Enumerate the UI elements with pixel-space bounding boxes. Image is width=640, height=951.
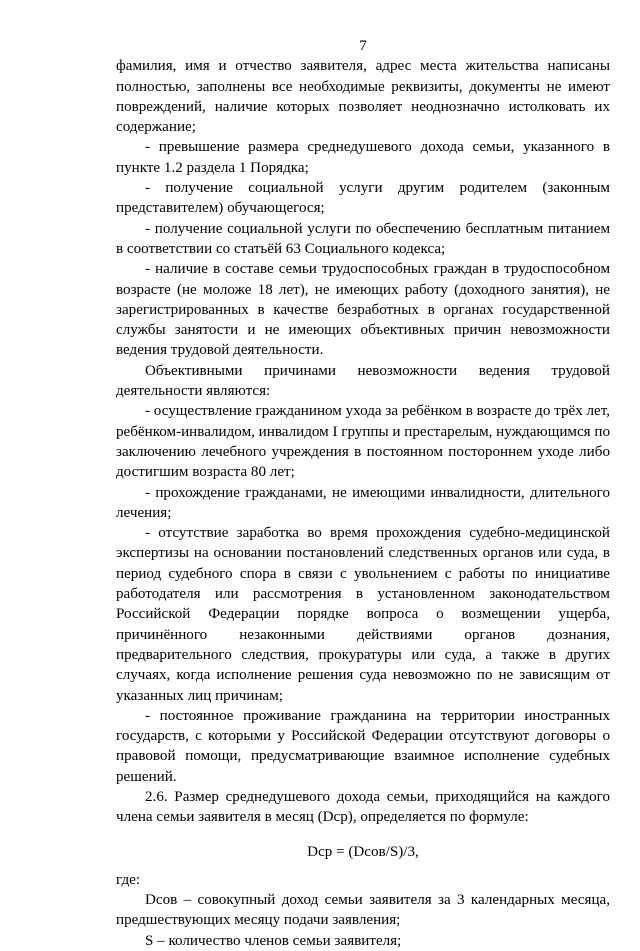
formula: Dср = (Dсов/S)/3, xyxy=(307,843,419,860)
list-item-treatment: - прохождение гражданами, не имеющими инвалидности, длительного лечения; xyxy=(116,484,610,521)
list-item-abroad: - постоянное проживание гражданина на территории иностранных государств, с которыми у Российской Федерации отсутствуют договоры о правовой помощи, предусматривающие взаимное исполнение судебных решений. xyxy=(116,707,610,785)
list-item-income-excess: - превышение размера среднедушевого дохода семьи, указанного в пункте 1.2 раздела 1 Порядка; xyxy=(116,139,610,176)
paragraph-objective-reasons: Объективными причинами невозможности ведения трудовой деятельности являются: xyxy=(116,362,610,400)
list-item-care: - осуществление гражданином ухода за ребёнком в возрасте до трёх лет, ребёнком-инвалидом, инвалидом I группы и престарелым, нуждающимся по заключению лечебного учреждения в постоянном постороннем уходе либо достигшим возраста 80 лет; xyxy=(116,403,610,481)
definition-dsov: Dсов – совокупный доход семьи заявителя за 3 календарных месяца, предшествующих месяцу подачи заявления; xyxy=(116,892,610,929)
definition-s: S – количество членов семьи заявителя; xyxy=(145,932,402,949)
where-label: где: xyxy=(116,871,141,888)
document-page xyxy=(116,36,610,951)
list-item-no-earnings: - отсутствие заработка во время прохождения судебно-медицинской экспертизы на основании постановлений следственных органов или суда, в период судебного спора в связи с увольнением с работы по инициативе работодателя или рассмотрения в установленном законодательством Российской Федерации порядке вопроса о возмещении ущерба, причинённого незаконными действиями органов дознания, предварительного следствия, прокуратуры или суда, а также в других случаях, когда исполнение решения суда невозможно по не зависящим от указанных лиц причинам; xyxy=(116,525,610,704)
list-item-free-meals: - получение социальной услуги по обеспечению бесплатным питанием в соответствии со статьёй 63 Социального кодекса; xyxy=(116,220,610,257)
page-number: 7 xyxy=(359,38,367,54)
paragraph-2-6: 2.6. Размер среднедушевого дохода семьи, приходящийся на каждого члена семьи заявителя в месяц (Dср), определяется по формуле: xyxy=(116,788,610,826)
list-item-unemployed: - наличие в составе семьи трудоспособных граждан в трудоспособном возрасте (не моложе 18 лет), не имеющих работу (доходного занятия), не зарегистрированных в качестве безработных в органах государственной службы занятости и не имеющих объективных причин невозможности ведения трудовой деятельности. xyxy=(116,261,610,359)
paragraph-continuation: фамилия, имя и отчество заявителя, адрес места жительства написаны полностью, заполнены все необходимые реквизиты, документы не имеют повреждений, наличие которых позволяет неоднозначно истолковать их содержание; xyxy=(116,58,610,136)
list-item-other-parent: - получение социальной услуги другим родителем (законным представителем) обучающегося; xyxy=(116,180,610,217)
